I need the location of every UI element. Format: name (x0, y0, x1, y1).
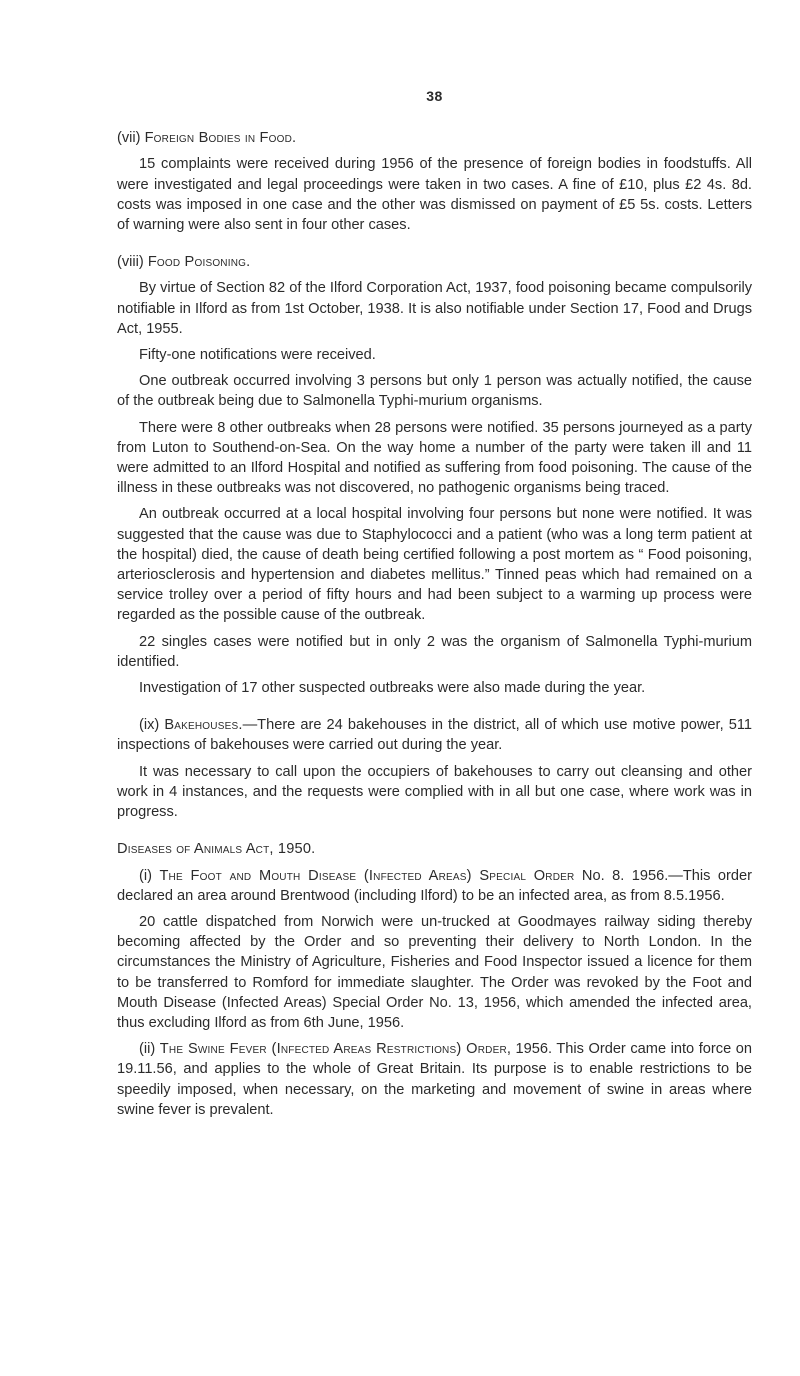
section-title: Foreign Bodies in Food. (144, 130, 297, 147)
paragraph-foot-and-mouth (117, 866, 752, 906)
document-page (117, 86, 752, 1126)
paragraph: An outbreak occurred at a local hospital involving four persons but none were notified. It was suggested that the cause was due to Staphylococci and a patient (who was a long term patient at the hospital) died, the cause of death being certified following a post mortem as “ Food poisoning, arteriosclerosis and hypertension and diabetes mellitus.” Tinned peas which had remained on a service trolley over a period of fifty hours and had been subject to a warming up process were regarded as the possible cause of the outbreak. (117, 506, 752, 624)
paragraph: 22 singles cases were notified but in only 2 was the organism of Salmonella Typhi-murium identified. (117, 633, 752, 670)
paragraph: There were 8 other outbreaks when 28 persons were notified. 35 persons journeyed as a party from Luton to Southend-on-Sea. On the way home a number of the party were taken ill and 11 were admitted to an Ilford Hospital and notified as suffering from food poisoning. The cause of the illness in these outbreaks was not discovered, no pathogenic organisms being traced. (117, 419, 752, 497)
paragraph-text: , 1956. This Order came into force on 19.11.56, and applies to the whole of Great Britain. Its purpose is to enable restrictions to be speedily imposed, when necessary, on the marketing and movement of swine in areas where swine fever is prevalent. (117, 1041, 752, 1118)
paragraph-swine-fever (117, 1039, 752, 1120)
section-number: (viii) (117, 254, 148, 271)
item-title: The Swine Fever (Infected Areas Restrictions) Order (159, 1041, 507, 1058)
paragraph: It was necessary to call upon the occupiers of bakehouses to carry out cleansing and other work in 4 instances, and the requests were complied with in all but one case, where work was in progress. (117, 763, 752, 821)
section-heading-diseases-of-animals: Diseases of Animals Act, 1950. (117, 841, 316, 858)
paragraph-bakehouses (117, 715, 752, 755)
item-number: (ii) (139, 1041, 160, 1058)
paragraph-text: —There are 24 bakehouses in the district, all of which use motive power, 511 inspections of bakehouses were carried out during the year. (117, 717, 752, 754)
paragraph: 15 complaints were received during 1956 of the presence of foreign bodies in foodstuffs. All were investigated and legal proceedings were taken in two cases. A fine of £10, plus £2 4s. 8d. costs was imposed in one case and the other was dismissed on payment of £5 5s. costs. Letters of warning were also sent in four other cases. (117, 156, 752, 234)
section-heading-food-poisoning (117, 252, 752, 272)
paragraph: Investigation of 17 other suspected outbreaks were also made during the year. (139, 680, 646, 697)
paragraph: 20 cattle dispatched from Norwich were un-trucked at Goodmayes railway siding thereby becoming affected by the Order and so preventing their delivery to North London. In the circumstances the Ministry of Agriculture, Fisheries and Food Inspector issued a licence for them to be transferred to Romford for immediate slaughter. The Order was revoked by the Foot and Mouth Disease (Infected Areas) Special Order No. 13, 1956, which amended the infected area, thus excluding Ilford as from 6th June, 1956. (117, 913, 752, 1031)
page-number: 38 (426, 88, 443, 104)
paragraph-text: No. 8. 1956.—This order declared an area around Brentwood (including Ilford) to be an infected area, as from 8.5.1956. (117, 867, 752, 904)
section-title: Food Poisoning. (147, 254, 251, 271)
paragraph: One outbreak occurred involving 3 persons but only 1 person was actually notified, the cause of the outbreak being due to Salmonella Typhi-murium organisms. (117, 373, 752, 410)
section-number: (ix) (139, 717, 165, 734)
item-number: (i) (139, 867, 160, 884)
item-title: The Foot and Mouth Disease (Infected Areas) Special Order (159, 867, 575, 884)
section-heading-foreign-bodies (117, 128, 752, 148)
paragraph: By virtue of Section 82 of the Ilford Corporation Act, 1937, food poisoning became compulsorily notifiable in Ilford as from 1st October, 1938. It is also notifiable under Section 17, Food and Drugs Act, 1955. (117, 280, 752, 337)
section-title: Bakehouses. (164, 717, 243, 734)
section-number: (vii) (117, 130, 145, 147)
paragraph: Fifty-one notifications were received. (139, 347, 376, 364)
